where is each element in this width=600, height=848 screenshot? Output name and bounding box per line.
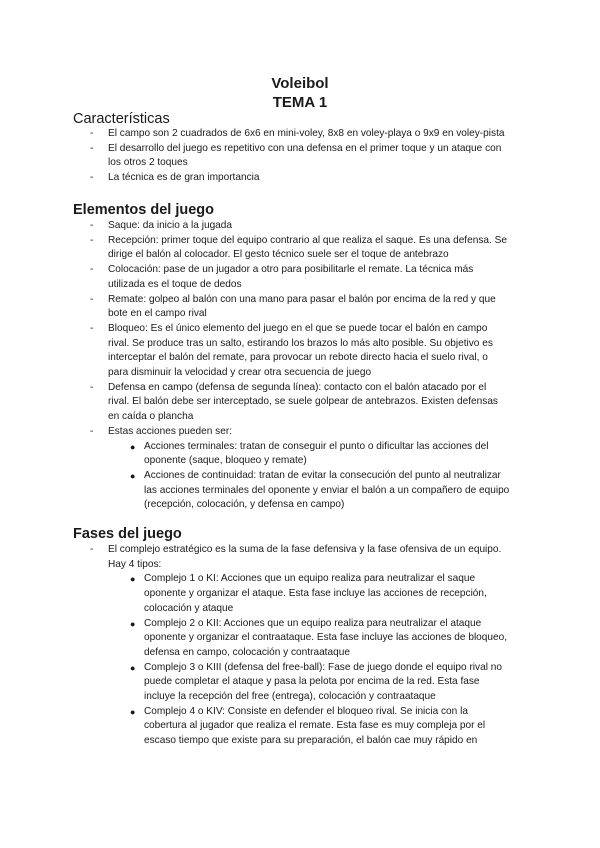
list-item: - Saque: da inicio a la jugada <box>90 220 233 231</box>
list-fases <box>90 543 510 749</box>
list-elementos <box>90 219 510 513</box>
list-item: - El campo son 2 cuadrados de 6x6 en mini-voley, 8x8 en voley-playa o 9x9 en voley-pista <box>90 128 505 139</box>
list-item: - Bloqueo: Es el único elemento del juego en el que se puede tocar el balón en campo rival. Se produce tras un salto, estirando los brazos lo más alto posible. Su objetivo es interceptar el balón del remate, para provocar un rebote directo hacia el suelo rival, o para disminuir la velocidad y crear otra secuencia de juego <box>90 322 493 379</box>
sublist-item: ● Acciones de continuidad: tratan de evitar la consecución del punto al neutralizar las acciones terminales del oponente y enviar el balón a un compañero de equipo (recepción, colocación, y defensa en campo) <box>130 469 510 511</box>
list-item: - El complejo estratégico es la suma de la fase defensiva y la fase ofensiva de un equipo. Hay 4 tipos: ● Complejo 1 o KI: Acciones que un equipo realiza para neutralizar el saque oponente y organizar el ataque. Esta fase incluye las acciones de recepción, colocación y ataque ● Complejo 2 o KII: Acciones que un equipo realiza para neutralizar el ataque oponente y organizar el contraataque. Esta fase incluye las acciones de bloqueo, defensa en campo, colocación y contraataque ● Complejo 3 o KIII (defensa del free-ball): Fase de juego donde el equipo rival no puede completar el ataque y pasa la pelota por encima de la red. Esta fase incluye la recepción del free (entrega), colocación y contraataque ● Complejo 4 o KIV: Consiste en defender el bloqueo rival. Se inicia con la cobertura al jugador que realiza el remate. Esta fase es muy compleja por el escaso tiempo que existe para su preparación, el balón cae muy rápido en <box>90 543 510 749</box>
list-item: - El desarrollo del juego es repetitivo con una defensa en el primer toque y un ataque con los otros 2 toques <box>90 142 502 169</box>
sublist-complejos <box>108 572 510 748</box>
list-caracteristicas <box>90 127 510 186</box>
list-item: - Estas acciones pueden ser: ● Acciones terminales: tratan de conseguir el punto o dificultar las acciones del oponente (saque, bloqueo y remate) ● Acciones de continuidad: tratan de evitar la consecución del punto al neutralizar las acciones terminales del oponente y enviar el balón a un compañero de equipo (recepción, colocación, y defensa en campo) <box>90 425 510 513</box>
sublist-item: ● Complejo 1 o KI: Acciones que un equipo realiza para neutralizar el saque oponente y organizar el ataque. Esta fase incluye las acciones de recepción, colocación y ataque <box>130 573 487 614</box>
list-item: - Recepción: primer toque del equipo contrario al que realiza el saque. Es una defensa. Se dirige el balón al colocador. El gesto técnico suele ser el toque de antebrazo <box>90 234 507 261</box>
doc-subtitle: TEMA 1 <box>272 94 328 111</box>
sublist-acciones <box>108 440 510 514</box>
doc-title: Voleibol <box>271 75 329 92</box>
list-item: - Remate: golpeo al balón con una mano para pasar el balón por encima de la red y que bote en el campo rival <box>90 293 496 320</box>
list-item: - La técnica es de gran importancia <box>90 172 260 184</box>
sublist-item: ● Complejo 2 o KII: Acciones que un equipo realiza para neutralizar el ataque oponente y organizar el contraataque. Esta fase incluye las acciones de bloqueo, defensa en campo, colocación y contraataque <box>130 617 508 658</box>
heading-elementos: Elementos del juego <box>73 202 214 218</box>
heading-caracteristicas: Características <box>73 111 170 127</box>
sublist-item: ● Complejo 4 o KIV: Consiste en defender el bloqueo rival. Se inicia con la cobertura al jugador que realiza el remate. Esta fase es muy compleja por el escaso tiempo que existe para su preparación, el balón cae muy rápido en <box>130 705 486 747</box>
list-item: - Defensa en campo (defensa de segunda línea): contacto con el balón atacado por el rival. El balón debe ser interceptado, se suele golpear de antebrazos. Existen defensas en caída o plancha <box>90 381 498 423</box>
sublist-item: ● Complejo 3 o KIII (defensa del free-ball): Fase de juego donde el equipo rival no puede completar el ataque y pasa la pelota por encima de la red. Esta fase incluye la recepción del free (entrega), colocación y contraataque <box>130 661 502 703</box>
sublist-item: ● Acciones terminales: tratan de conseguir el punto o dificultar las acciones del oponente (saque, bloqueo y remate) <box>130 440 489 467</box>
heading-fases: Fases del juego <box>73 526 182 542</box>
list-item: - Colocación: pase de un jugador a otro para posibilitarle el remate. La técnica más utilizada es el toque de dedos <box>90 264 474 290</box>
